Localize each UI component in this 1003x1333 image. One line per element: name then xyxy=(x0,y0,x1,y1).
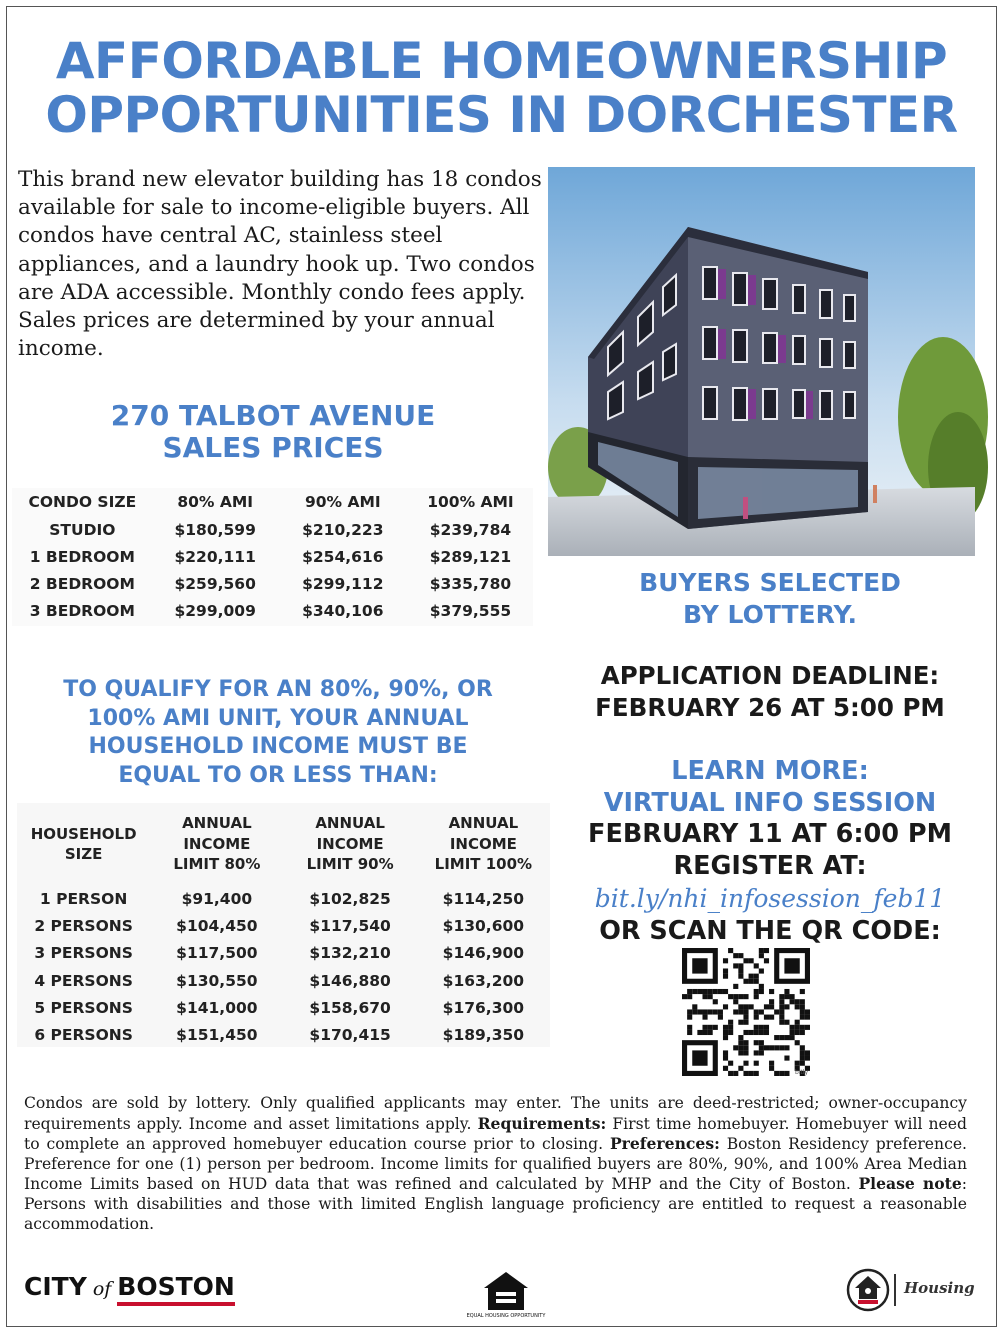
table-row xyxy=(12,516,533,543)
housing-label: Housing xyxy=(904,1279,975,1297)
table-row xyxy=(17,994,550,1021)
table-cell: $117,500 xyxy=(176,944,258,963)
table-cell: $189,350 xyxy=(442,1026,525,1045)
scan-qr-label: OR SCAN THE QR CODE: xyxy=(599,916,941,946)
intro-paragraph: This brand new elevator building has 18 condos available for sale to income-eligible buyers. All condos have central AC, stainless steel appliances, and a laundry hook up. Two condos are ADA accessible. Monthly condo fees apply. Sales prices are determined by your annual income. xyxy=(18,167,542,362)
lottery-line-1: BUYERS SELECTED xyxy=(639,568,901,597)
table-row xyxy=(12,570,533,597)
sales-prices-heading xyxy=(40,400,506,464)
preferences-label: Preferences: xyxy=(609,1134,720,1154)
session-date: FEBRUARY 11 AT 6:00 PM xyxy=(588,819,952,849)
svg-text:bitly: bitly xyxy=(794,1069,808,1076)
table-cell: STUDIO xyxy=(49,520,116,539)
table-cell: 4 PERSONS xyxy=(34,971,133,990)
info-session-block xyxy=(565,756,975,948)
registration-link[interactable]: bit.ly/nhi_infosession_feb11 xyxy=(594,884,946,913)
qualify-line-1: TO QUALIFY FOR AN 80%, 90%, OR xyxy=(63,677,493,702)
income-header-row xyxy=(17,803,550,885)
table-row xyxy=(17,1021,550,1048)
table-cell: $239,784 xyxy=(429,520,512,539)
table-cell: 3 PERSONS xyxy=(34,944,133,963)
table-cell: $91,400 xyxy=(181,889,253,908)
table-cell: $299,112 xyxy=(302,574,384,593)
table-cell: $259,560 xyxy=(174,574,256,593)
table-cell: $335,780 xyxy=(429,574,512,593)
table-cell: 5 PERSONS xyxy=(34,998,133,1017)
table-cell: $340,106 xyxy=(302,601,384,620)
table-row xyxy=(17,912,550,939)
table-cell: $146,880 xyxy=(309,971,391,990)
deadline-line-2: FEBRUARY 26 AT 5:00 PM xyxy=(595,693,945,722)
header-cell: 100% AMI xyxy=(427,493,514,511)
qualify-line-4: EQUAL TO OR LESS THAN: xyxy=(118,762,438,788)
sales-header-row xyxy=(12,488,533,516)
table-row xyxy=(17,885,550,912)
city-of-boston-logo: CITY of BOSTON xyxy=(24,1272,235,1312)
header-cell: ANNUAL INCOME LIMIT 80% xyxy=(173,814,261,874)
requirements-label: Requirements: xyxy=(477,1113,607,1133)
deadline-line-1: APPLICATION DEADLINE: xyxy=(600,661,940,690)
table-cell: $289,121 xyxy=(429,547,512,566)
table-row xyxy=(17,940,550,967)
table-row xyxy=(12,543,533,570)
table-cell: $220,111 xyxy=(174,547,256,566)
header-cell: 90% AMI xyxy=(304,493,381,511)
table-row xyxy=(12,597,533,624)
title-line-1: AFFORDABLE HOMEOWNERSHIP xyxy=(55,32,948,90)
sales-heading-line-2: SALES PRICES xyxy=(162,431,384,464)
table-cell: $180,599 xyxy=(174,520,256,539)
header-cell: CONDO SIZE xyxy=(28,493,137,511)
table-cell: $176,300 xyxy=(442,998,525,1017)
lottery-line-2: BY LOTTERY. xyxy=(683,600,857,629)
table-cell: 1 BEDROOM xyxy=(29,547,135,566)
qualify-heading xyxy=(20,676,536,790)
application-deadline xyxy=(565,660,975,724)
qualify-line-2: 100% AMI UNIT, YOUR ANNUAL xyxy=(87,705,469,731)
page-title xyxy=(20,34,983,142)
income-limit-table xyxy=(17,803,550,1047)
table-cell: $379,555 xyxy=(429,601,512,620)
table-cell: $146,900 xyxy=(442,944,525,963)
virtual-session-heading: VIRTUAL INFO SESSION xyxy=(603,787,937,818)
housing-logo xyxy=(846,1268,975,1314)
equal-housing-icon xyxy=(466,1268,546,1324)
table-row xyxy=(17,967,550,994)
sales-heading-line-1: 270 TALBOT AVENUE xyxy=(110,399,436,432)
table-cell: $132,210 xyxy=(309,944,391,963)
table-cell: $158,670 xyxy=(309,998,391,1017)
table-cell: $299,009 xyxy=(174,601,256,620)
table-cell: $254,616 xyxy=(302,547,384,566)
sales-price-table xyxy=(12,488,533,626)
table-cell: $102,825 xyxy=(309,889,391,908)
qualify-line-3: HOUSEHOLD INCOME MUST BE xyxy=(88,734,468,759)
learn-more-heading: LEARN MORE: xyxy=(671,756,869,786)
table-cell: $151,450 xyxy=(176,1026,258,1045)
building-photo xyxy=(548,167,975,556)
register-label: REGISTER AT: xyxy=(673,850,867,881)
title-line-2: OPPORTUNITIES IN DORCHESTER xyxy=(45,86,958,144)
table-cell: $117,540 xyxy=(309,916,391,935)
header-cell: HOUSEHOLD SIZE xyxy=(30,824,137,863)
table-cell: 3 BEDROOM xyxy=(29,601,135,620)
header-cell: ANNUAL INCOME LIMIT 100% xyxy=(434,814,533,874)
table-cell: $130,600 xyxy=(442,916,525,935)
please-note-label: Please note xyxy=(858,1174,962,1194)
qr-code-icon[interactable] xyxy=(682,948,810,1076)
header-cell: ANNUAL INCOME LIMIT 90% xyxy=(306,814,394,874)
table-cell: $141,000 xyxy=(176,998,258,1017)
table-cell: $163,200 xyxy=(442,971,525,990)
fine-print: Condos are sold by lottery. Only qualified applicants may enter. The units are deed-restricted; owner-occupancy requirements apply. Income and asset limitations apply. Requirements: First time homebuyer. Homebuyer will need to complete an approved homebuyer education course prior to closing. Preferences: Boston Residency preference. Preference for one (1) person per bedroom. Income limits for qualified buyers are 80%, 90%, and 100% Area Median Income Limits based on HUD data that was refined and calculated by MHP and the City of Boston. Please note: Persons with disabilities and those with limited English language proficiency are entitled to request a reasonable accommodation. xyxy=(24,1094,968,1233)
table-cell: 1 PERSON xyxy=(39,889,128,908)
table-cell: 6 PERSONS xyxy=(34,1026,133,1045)
housing-house-icon xyxy=(846,1268,890,1312)
divider xyxy=(894,1274,896,1306)
table-cell: $114,250 xyxy=(442,889,525,908)
table-cell: 2 PERSONS xyxy=(34,916,133,935)
table-cell: $210,223 xyxy=(302,520,384,539)
table-cell: $130,550 xyxy=(176,971,258,990)
table-cell: 2 BEDROOM xyxy=(29,574,135,593)
table-cell: $104,450 xyxy=(176,916,258,935)
lottery-heading xyxy=(570,567,970,631)
table-cell: $170,415 xyxy=(309,1026,391,1045)
header-cell: 80% AMI xyxy=(177,493,254,511)
svg-text:EQUAL HOUSING OPPORTUNITY: EQUAL HOUSING OPPORTUNITY xyxy=(466,1313,546,1319)
